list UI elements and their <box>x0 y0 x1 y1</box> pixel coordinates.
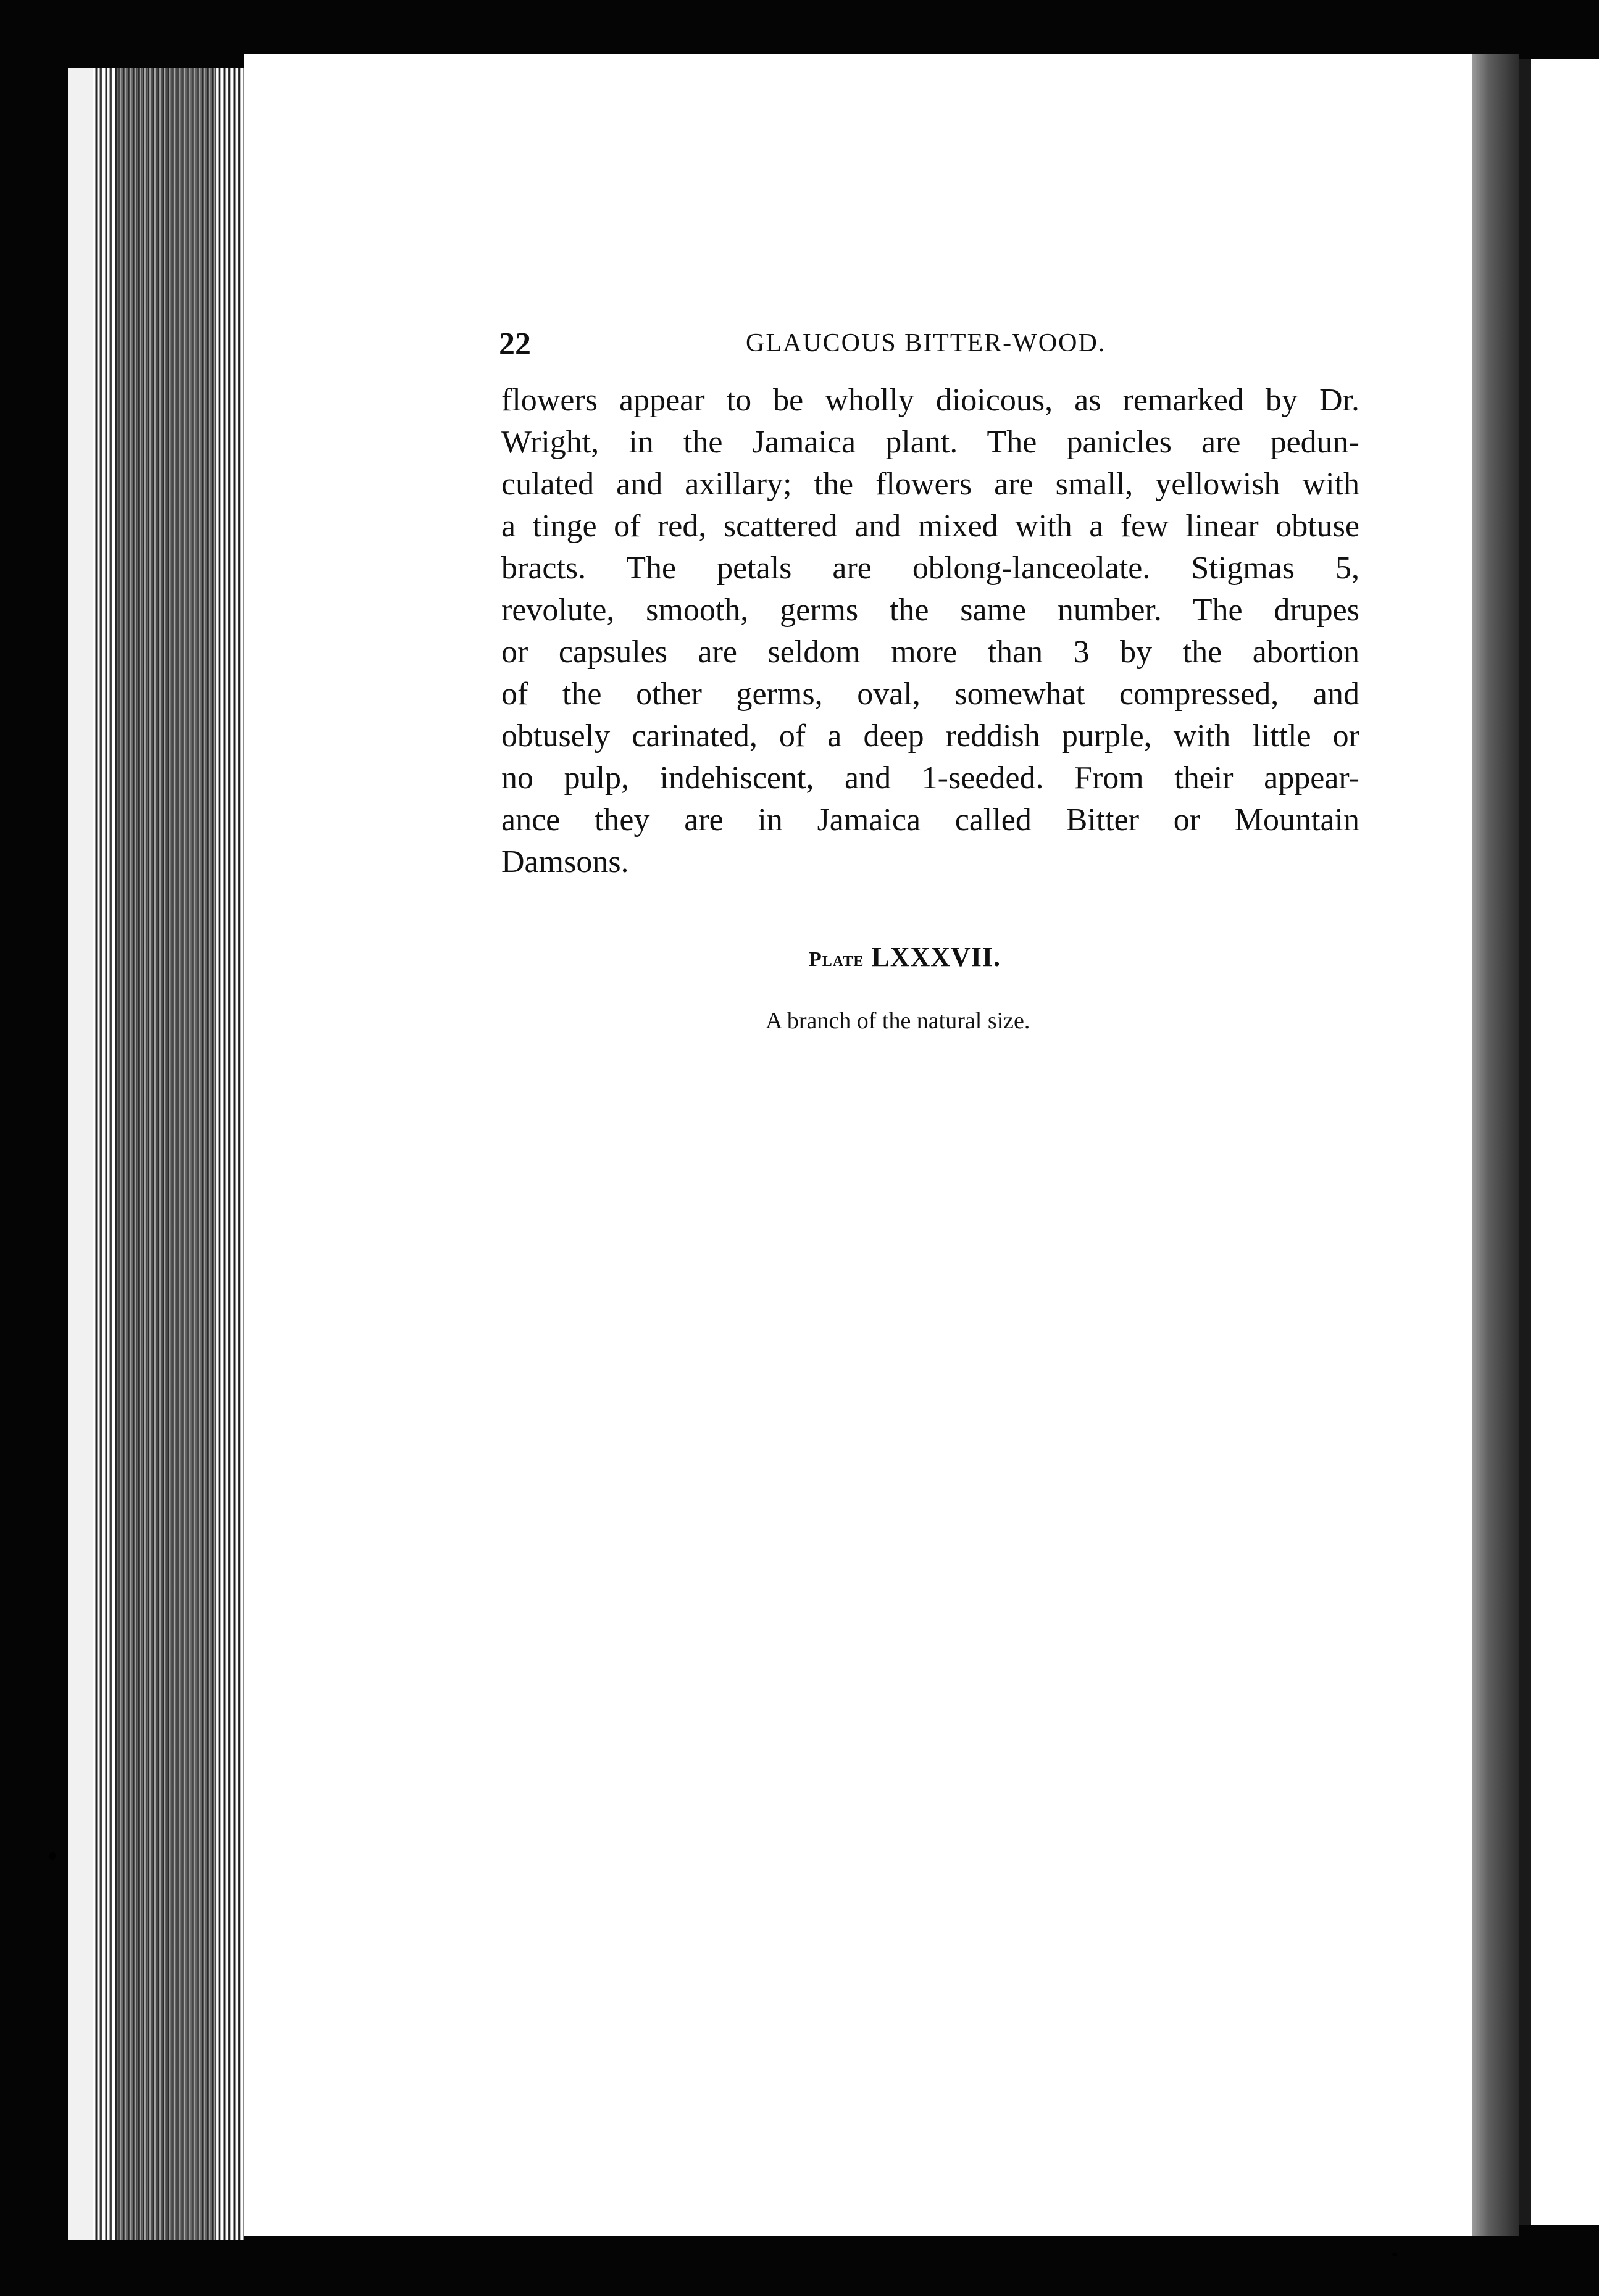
page-edges-stack <box>93 68 244 2240</box>
body-paragraph <box>501 380 1359 883</box>
text-line: no pulp, indehiscent, and 1-seeded. From their appear- <box>501 760 1359 796</box>
text-line: a tinge of red, scattered and mixed with a few linear obtuse <box>501 509 1359 544</box>
plate-label: Plate <box>809 948 864 971</box>
text-line: flowers appear to be wholly dioicous, as remarked by Dr. <box>501 383 1359 418</box>
text-line: Damsons. <box>501 844 629 880</box>
running-head <box>499 326 1360 369</box>
running-title: GLAUCOUS BITTER-WOOD. <box>746 329 1106 357</box>
text-line: of the other germs, oval, somewhat compressed, and <box>501 676 1359 712</box>
text-line: Wright, in the Jamaica plant. The panicles are pedun- <box>501 425 1359 460</box>
text-line: revolute, smooth, germs the same number. The drupes <box>501 593 1359 628</box>
gutter-edge <box>1519 59 1531 2225</box>
text-line: ance they are in Jamaica called Bitter or Mountain <box>501 802 1359 838</box>
text-line: bracts. The petals are oblong-lanceolate. Stigmas 5, <box>501 551 1359 586</box>
plate-caption: A branch of the natural size. <box>766 1008 1030 1034</box>
plate-heading <box>809 941 1001 973</box>
text-line: or capsules are seldom more than 3 by the abortion <box>501 634 1359 670</box>
gutter-shadow <box>1472 54 1519 2236</box>
page-number: 22 <box>499 327 531 362</box>
scan-speck <box>49 1852 56 1860</box>
text-line: obtusely carinated, of a deep reddish purple, with little or <box>501 718 1359 754</box>
plate-number: LXXXVII. <box>871 942 1001 972</box>
scan-speck <box>1392 2253 1397 2256</box>
left-page-margin <box>68 68 93 2240</box>
adjacent-page-sliver <box>1531 59 1599 2225</box>
text-line: culated and axillary; the flowers are small, yellowish with <box>501 467 1359 502</box>
